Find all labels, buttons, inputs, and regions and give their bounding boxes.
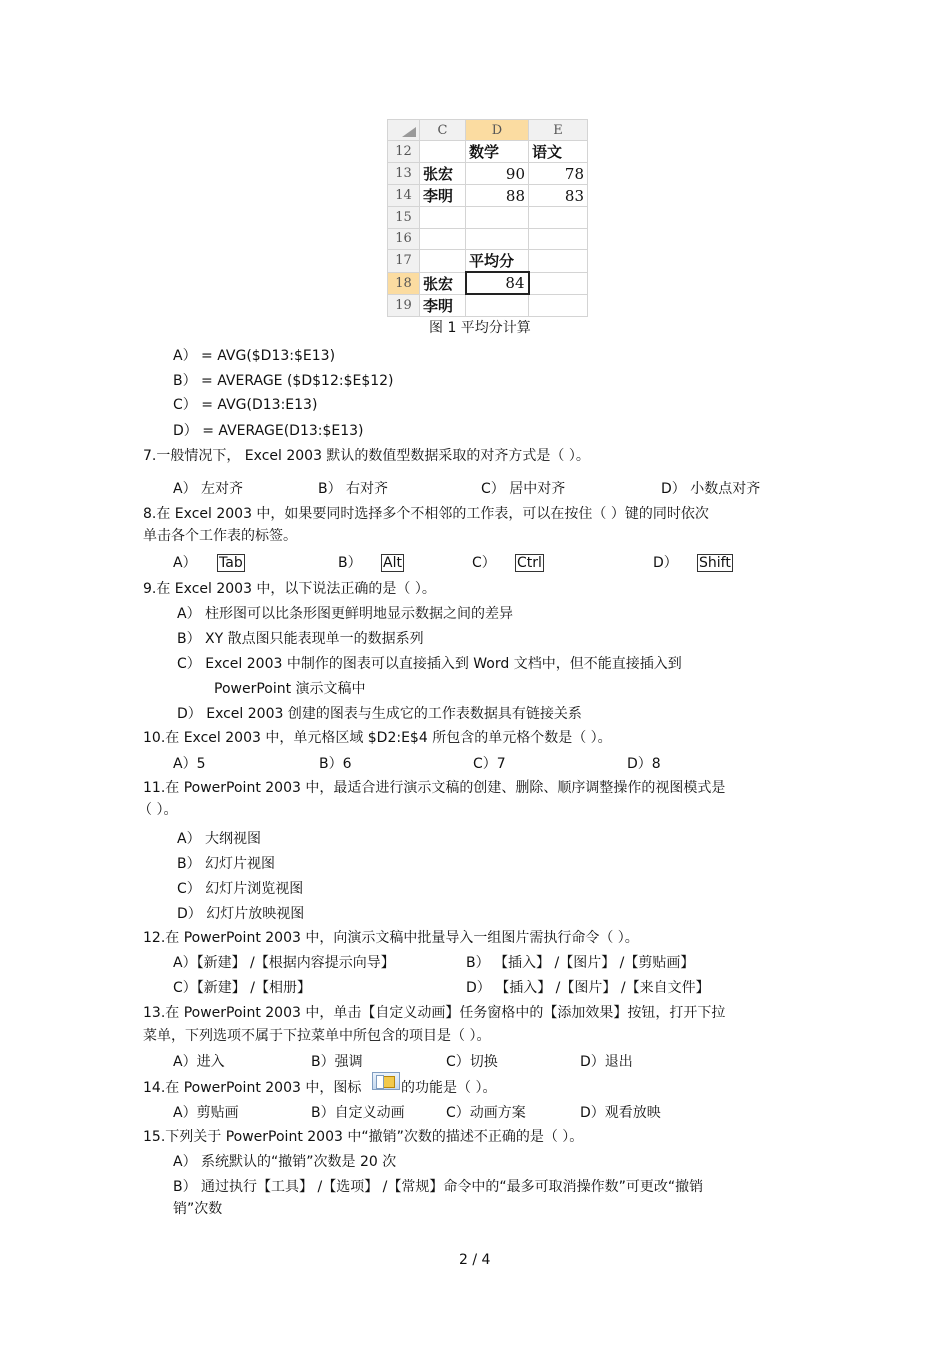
cell <box>466 294 529 316</box>
figure-caption: 图 1 平均分计算 <box>429 320 531 336</box>
cell <box>529 228 588 249</box>
q6-option-a: A） = AVG($D13:$E13) <box>173 348 336 364</box>
q15-option-b-line2: 销”次数 <box>173 1201 223 1217</box>
q8-stem-line2: 单击各个工作表的标签。 <box>143 528 297 544</box>
tab-key: Tab <box>219 555 243 571</box>
row-header: 13 <box>388 163 420 185</box>
row-header: 14 <box>388 185 420 207</box>
cell: 83 <box>529 185 588 207</box>
q7-stem: 7.一般情况下， Excel 2003 默认的数值型数据采取的对齐方式是（ ）。 <box>143 448 590 464</box>
active-cell: 84 <box>466 272 529 294</box>
q12-option-b: B） 【插入】 /【图片】 /【剪贴画】 <box>466 955 695 971</box>
cell: 张宏 <box>420 272 466 294</box>
q15-stem: 15.下列关于 PowerPoint 2003 中“撤销”次数的描述不正确的是（ ）。 <box>143 1129 584 1145</box>
cell: 张宏 <box>420 163 466 185</box>
shift-key: Shift <box>699 555 731 571</box>
ctrl-key: Ctrl <box>517 555 542 571</box>
q10-stem: 10.在 Excel 2003 中，单元格区域 $D2:E$4 所包含的单元格个数是（ ）。 <box>143 730 612 746</box>
q9-stem: 9.在 Excel 2003 中，以下说法正确的是（ ）。 <box>143 581 436 597</box>
q13-stem-line1: 13.在 PowerPoint 2003 中，单击【自定义动画】任务窗格中的【添加效果】按钮，打开下拉 <box>143 1005 726 1021</box>
q13-option-c: C）切换 <box>446 1054 498 1070</box>
q8-option-c-label: C） <box>472 555 496 571</box>
q10-option-a: A）5 <box>173 756 206 772</box>
q10-option-c: C）7 <box>473 756 506 772</box>
cell <box>420 228 466 249</box>
q11-option-b: B） 幻灯片视图 <box>177 856 276 872</box>
q9-option-c-line1: C） Excel 2003 中制作的图表可以直接插入到 Word 文档中，但不能直接插入到 <box>177 656 682 672</box>
row-header: 12 <box>388 141 420 163</box>
row-header: 19 <box>388 294 420 316</box>
q7-option-a: A） 左对齐 <box>173 481 244 497</box>
select-all-corner <box>388 120 420 141</box>
q11-option-a: A） 大纲视图 <box>177 831 262 847</box>
row-header: 15 <box>388 207 420 228</box>
q9-option-a: A） 柱形图可以比条形图更鲜明地显示数据之间的差异 <box>177 606 514 622</box>
cell: 李明 <box>420 294 466 316</box>
q15-option-b-line1: B） 通过执行【工具】 /【选项】 /【常规】命令中的“最多可取消操作数”可更改“撤销 <box>173 1179 704 1195</box>
q7-option-d: D） 小数点对齐 <box>661 481 761 497</box>
q13-stem-line2: 菜单，下列选项不属于下拉菜单中所包含的项目是（ ）。 <box>143 1028 491 1044</box>
q12-option-c: C）【新建】 /【相册】 <box>173 980 311 996</box>
cell: 数学 <box>466 141 529 163</box>
cell <box>420 141 466 163</box>
cell <box>529 207 588 228</box>
q11-stem-line2: （ ）。 <box>138 802 178 818</box>
q15-option-a: A） 系统默认的“撤销”次数是 20 次 <box>173 1154 397 1170</box>
q14-option-c: C）动画方案 <box>446 1105 526 1121</box>
cell <box>529 294 588 316</box>
column-header-e: E <box>529 120 588 141</box>
q6-option-c: C） = AVG(D13:E13) <box>173 397 318 413</box>
q13-option-b: B）强调 <box>311 1054 363 1070</box>
row-header: 16 <box>388 228 420 249</box>
q8-option-a-label: A） <box>173 555 197 571</box>
cell <box>466 228 529 249</box>
cell <box>529 250 588 273</box>
cell: 李明 <box>420 185 466 207</box>
q14-option-d: D）观看放映 <box>580 1105 661 1121</box>
q12-option-a: A）【新建】 /【根据内容提示向导】 <box>173 955 395 971</box>
q14-stem-prefix: 14.在 PowerPoint 2003 中，图标 <box>143 1080 362 1096</box>
row-header: 18 <box>388 272 420 294</box>
q6-option-d: D） = AVERAGE(D13:$E13) <box>173 423 364 439</box>
page-number: 2 / 4 <box>459 1252 491 1268</box>
column-header-d: D <box>466 120 529 141</box>
q8-stem-line1: 8.在 Excel 2003 中，如果要同时选择多个不相邻的工作表，可以在按住（ ）键的同时依次 <box>143 506 709 522</box>
q14-option-b: B）自定义动画 <box>311 1105 405 1121</box>
q9-option-c-line2: PowerPoint 演示文稿中 <box>214 681 366 697</box>
spreadsheet-figure <box>387 119 587 315</box>
cell <box>466 207 529 228</box>
q14-stem-suffix: 的功能是（ ）。 <box>401 1080 497 1096</box>
q11-option-c: C） 幻灯片浏览视图 <box>177 881 304 897</box>
cell <box>420 207 466 228</box>
q9-option-b: B） XY 散点图只能表现单一的数据系列 <box>177 631 424 647</box>
q8-option-b-label: B） <box>338 555 362 571</box>
q7-option-b: B） 右对齐 <box>318 481 389 497</box>
q11-option-d: D） 幻灯片放映视图 <box>177 906 305 922</box>
cell <box>529 272 588 294</box>
q6-option-b: B） = AVERAGE ($D$12:$E$12) <box>173 373 394 389</box>
column-header-c: C <box>420 120 466 141</box>
custom-animation-icon <box>372 1072 400 1090</box>
q12-stem: 12.在 PowerPoint 2003 中，向演示文稿中批量导入一组图片需执行命令（ ）。 <box>143 930 639 946</box>
cell: 平均分 <box>466 250 529 273</box>
q9-option-d: D） Excel 2003 创建的图表与生成它的工作表数据具有链接关系 <box>177 706 582 722</box>
cell: 90 <box>466 163 529 185</box>
q10-option-d: D）8 <box>627 756 661 772</box>
spreadsheet-table <box>387 119 588 317</box>
cell: 78 <box>529 163 588 185</box>
q12-option-d: D） 【插入】 /【图片】 /【来自文件】 <box>466 980 710 996</box>
alt-key: Alt <box>383 555 402 571</box>
q8-option-d-label: D） <box>653 555 678 571</box>
row-header: 17 <box>388 250 420 273</box>
q13-option-a: A）进入 <box>173 1054 225 1070</box>
q11-stem-line1: 11.在 PowerPoint 2003 中，最适合进行演示文稿的创建、删除、顺序调整操作的视图模式是 <box>143 780 726 796</box>
q10-option-b: B）6 <box>319 756 352 772</box>
q7-option-c: C） 居中对齐 <box>481 481 566 497</box>
cell: 88 <box>466 185 529 207</box>
q13-option-d: D）退出 <box>580 1054 633 1070</box>
q14-option-a: A）剪贴画 <box>173 1105 239 1121</box>
cell <box>420 250 466 273</box>
cell: 语文 <box>529 141 588 163</box>
